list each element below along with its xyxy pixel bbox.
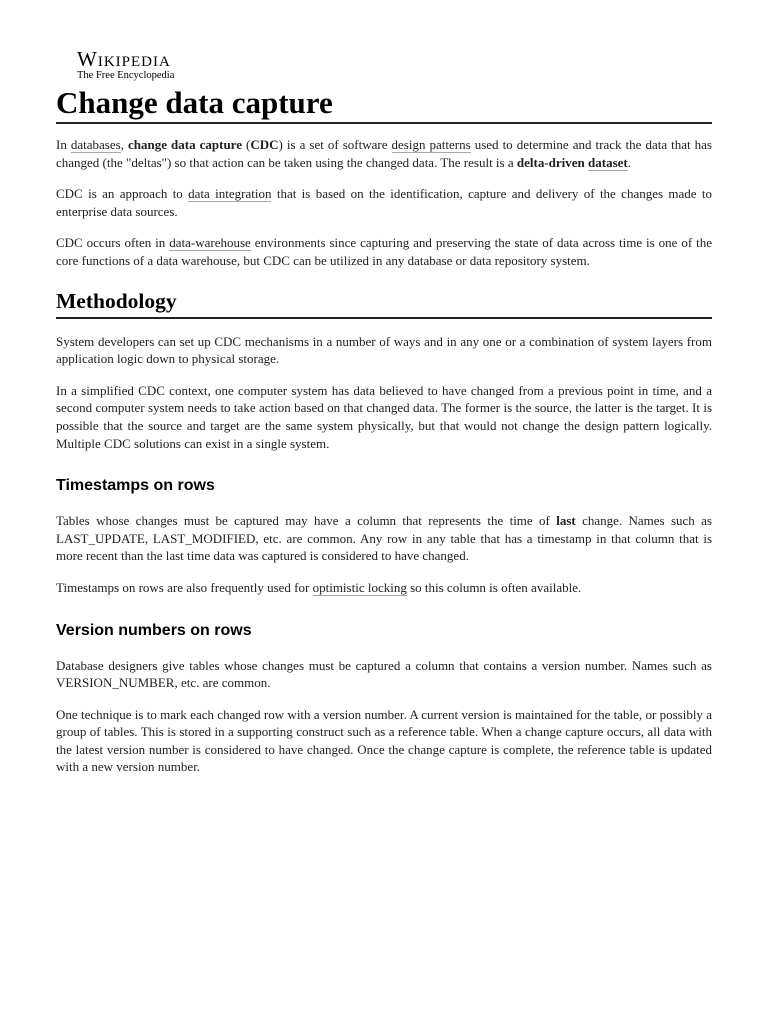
timestamps-paragraph-2 — [56, 579, 712, 597]
subsection-heading-version-numbers: Version numbers on rows — [56, 621, 252, 639]
methodology-paragraph-2: In a simplified CDC context, one computer system has data believed to have changed from a previous point in time, and a second computer system needs to take action based on that changed data. The former is the source, the latter is the target. It is possible that the source and target are the same system physically, but that would not change the design pattern logically. Multiple CDC solutions can exist in a single system. — [56, 382, 712, 451]
intro-text: that is based on the identification, capture and delivery of the changes made to enterprise data sources. — [56, 186, 713, 219]
intro-text: ) is a set of software — [278, 137, 392, 152]
body-text: so this column is often available. — [406, 579, 582, 595]
body-text: Timestamps on rows are also frequently used for — [56, 579, 313, 595]
wikipedia-logo[interactable] — [77, 48, 712, 86]
intro-text: CDC occurs often in — [56, 235, 170, 251]
link-data-integration[interactable]: data integration — [188, 186, 272, 202]
term-change-data-capture: change data capture — [127, 137, 242, 152]
section-heading-methodology: Methodology — [56, 288, 712, 319]
timestamps-paragraph-1 — [56, 512, 712, 565]
intro-paragraph-2 — [56, 185, 712, 220]
intro-text: , — [120, 137, 128, 152]
intro-text: used to determine and track the data that has changed (the "deltas") so that action can be taken using the changed data. The result is a — [56, 137, 712, 170]
link-dataset[interactable]: dataset — [588, 154, 628, 170]
term-delta-driven: delta-driven — [516, 154, 585, 170]
term-last: last — [556, 513, 576, 529]
subsection-heading-timestamps: Timestamps on rows — [56, 477, 215, 495]
intro-text: In — [56, 137, 71, 152]
page-title: Change data capture — [56, 86, 712, 124]
versions-paragraph-2: One technique is to mark each changed row with a version number. A current version is maintained for the table, or possibly a group of tables. This is stored in a supporting construct such as a reference table. When a change capture occurs, all data with the latest version number is considered to have changed. Once the change capture is complete, the reference table is updated with a new version number. — [56, 706, 712, 775]
term-cdc: CDC — [250, 137, 279, 152]
intro-text: . — [627, 154, 631, 170]
intro-text: ( — [241, 137, 251, 152]
body-text: change. Names such as LAST_UPDATE, LAST_MODIFIED, etc. are common. Any row in any table that has a timestamp in that column that is more recent than the last time data was captured is considered to have changed. — [56, 513, 712, 564]
brand-name: Wikipedia — [77, 47, 171, 71]
methodology-paragraph-1: System developers can set up CDC mechanisms in a number of ways and in any one or a combination of system layers from application logic down to physical storage. — [56, 333, 712, 367]
versions-paragraph-1: Database designers give tables whose changes must be captured a column that contains a version number. Names such as VERSION_NUMBER, etc. are common. — [56, 657, 712, 691]
link-databases[interactable]: databases — [70, 137, 121, 152]
link-design-patterns[interactable]: design patterns — [391, 137, 471, 152]
body-text: Tables whose changes must be captured may have a column that represents the time of — [56, 513, 557, 529]
link-optimistic-locking[interactable]: optimistic locking — [312, 579, 407, 595]
intro-text: CDC is an approach to — [56, 186, 189, 202]
intro-paragraph-3 — [56, 234, 712, 269]
article-page — [56, 48, 712, 776]
intro-paragraph-1 — [56, 136, 712, 171]
link-data-warehouse[interactable]: data-warehouse — [169, 235, 251, 251]
brand-tagline: The Free Encyclopedia — [77, 70, 175, 81]
intro-text: environments since capturing and preserving the state of data across time is one of the core functions of a data warehouse, but CDC can be utilized in any database or data repository system. — [56, 235, 712, 268]
